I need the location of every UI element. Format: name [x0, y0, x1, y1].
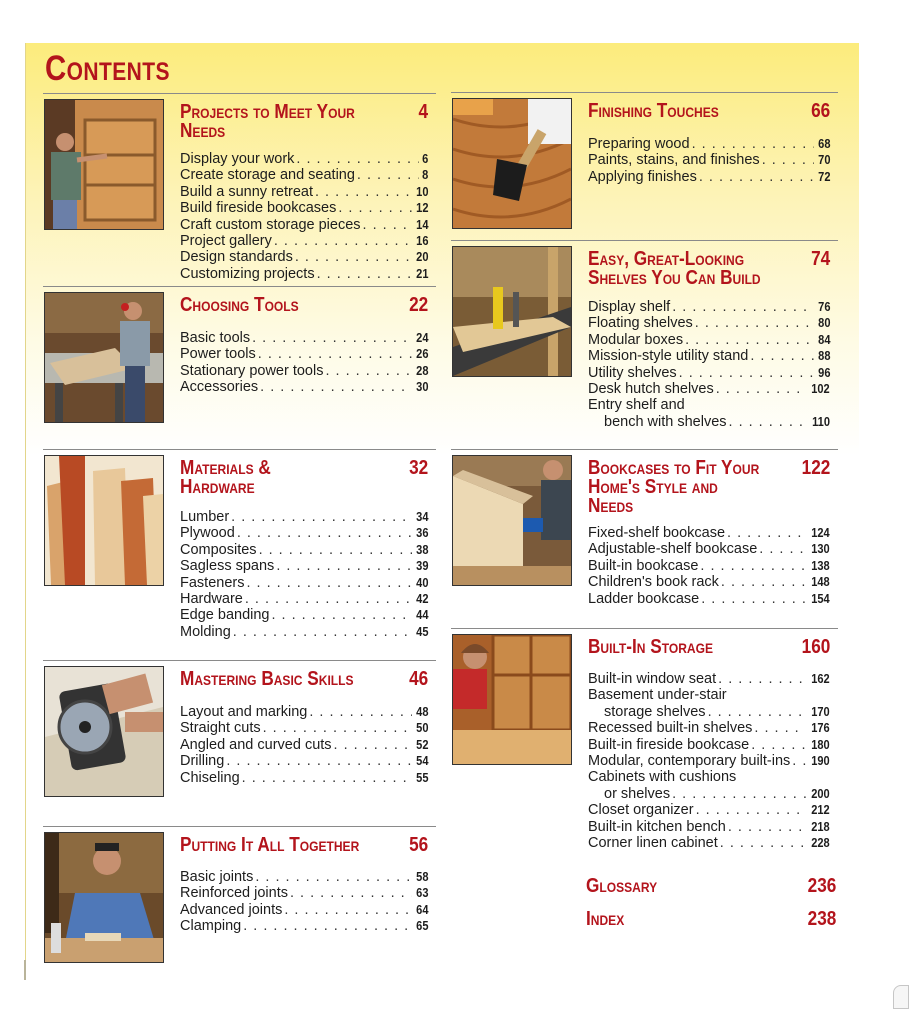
toc-entry[interactable]: Floating shelves . . . 80 [588, 315, 830, 331]
section-divider [451, 240, 838, 241]
toc-index[interactable] [586, 910, 836, 934]
section-title: Mastering Basic Skills [180, 668, 354, 690]
toc-entry[interactable]: Drilling . . . 54 [180, 753, 428, 769]
man-at-workbench-photo [44, 832, 164, 963]
glossary-page-number: 236 [807, 875, 836, 897]
toc-entry[interactable]: Clamping . . . 65 [180, 918, 428, 934]
page-corner [893, 985, 909, 1009]
toc-entry[interactable]: Corner linen cabinet . . . 228 [588, 835, 830, 851]
toc-entry[interactable]: Sagless spans . . . 39 [180, 558, 428, 574]
section-page-number: 74 [810, 248, 830, 270]
toc-section-shelves [451, 240, 838, 432]
section-page-number: 4 [418, 101, 428, 123]
brush-staining-wood-photo [452, 98, 572, 229]
section-title: Easy, Great-Looking Shelves You Can Build [588, 248, 761, 289]
section-page-number: 32 [408, 457, 428, 479]
index-page-number: 238 [807, 908, 836, 930]
toc-entry[interactable]: Built-in fireside bookcase . . . 180 [588, 737, 830, 753]
section-divider [43, 93, 436, 94]
clamped-shelf-photo [452, 246, 572, 377]
toc-entry[interactable]: Recessed built-in shelves . . . 176 [588, 720, 830, 736]
toc-entry[interactable]: Built-in kitchen bench . . . 218 [588, 819, 830, 835]
section-page-number: 66 [810, 100, 830, 122]
toc-section-putting-together [43, 826, 436, 966]
woman-building-storage-photo [452, 634, 572, 765]
toc-entry[interactable]: Display your work . . . 6 [180, 151, 428, 167]
toc-entry[interactable]: Modular boxes . . . 84 [588, 332, 830, 348]
toc-entry[interactable]: Build a sunny retreat . . . 10 [180, 184, 428, 200]
toc-entry[interactable]: Applying finishes . . . 72 [588, 169, 830, 185]
toc-entry[interactable]: Utility shelves . . . 96 [588, 365, 830, 381]
toc-entry[interactable]: Paints, stains, and finishes . . . 70 [588, 152, 830, 168]
toc-entry[interactable]: Create storage and seating . . . 8 [180, 167, 428, 183]
toc-entry[interactable]: Display shelf . . . 76 [588, 299, 830, 315]
toc-entry[interactable]: Built-in window seat . . . 162 [588, 671, 830, 687]
toc-entry[interactable]: bench with shelves . . . 110 [588, 414, 830, 430]
toc-entry[interactable]: Build fireside bookcases . . . 12 [180, 200, 428, 216]
table-saw-photo [44, 292, 164, 423]
section-page-number: 46 [408, 668, 428, 690]
toc-entry[interactable]: Edge banding . . . 44 [180, 607, 428, 623]
toc-section-bookcases [451, 449, 838, 619]
toc-entry[interactable]: Craft custom storage pieces . . . 14 [180, 217, 428, 233]
toc-entry[interactable]: Modular, contemporary built-ins . . . 190 [588, 753, 830, 769]
section-divider [451, 449, 838, 450]
toc-section-skills [43, 660, 436, 810]
toc-entry[interactable]: Chiseling . . . 55 [180, 770, 428, 786]
toc-entry[interactable]: Straight cuts . . . 50 [180, 720, 428, 736]
section-title: Bookcases to Fit Your Home's Style and Needs [588, 457, 760, 517]
toc-entry[interactable]: Ladder bookcase . . . 154 [588, 591, 830, 607]
toc-glossary[interactable] [586, 877, 836, 901]
toc-entry[interactable]: Closet organizer . . . 212 [588, 802, 830, 818]
section-page-number: 160 [801, 636, 830, 658]
toc-entry[interactable]: or shelves . . . 200 [588, 786, 830, 802]
toc-entry[interactable]: Preparing wood . . . 68 [588, 136, 830, 152]
section-title: Choosing Tools [180, 294, 299, 316]
toc-entry[interactable]: Angled and curved cuts . . . 52 [180, 737, 428, 753]
section-divider [43, 826, 436, 827]
toc-entry[interactable]: Power tools . . . 26 [180, 346, 428, 362]
toc-entry[interactable]: Composites . . . 38 [180, 542, 428, 558]
section-page-number: 122 [801, 457, 830, 479]
toc-entry[interactable]: Stationary power tools . . . 28 [180, 363, 428, 379]
section-title: Projects to Meet Your Needs [180, 101, 355, 142]
toc-entry[interactable]: Fixed-shelf bookcase . . . 124 [588, 525, 830, 541]
section-divider [451, 92, 838, 93]
toc-entry[interactable]: Reinforced joints . . . 63 [180, 885, 428, 901]
section-divider [451, 628, 838, 629]
section-title: Finishing Touches [588, 100, 719, 122]
toc-entry[interactable]: Layout and marking . . . 48 [180, 704, 428, 720]
toc-section-built-in [451, 628, 838, 858]
circular-saw-photo [44, 666, 164, 797]
toc-section-finishing [451, 92, 838, 232]
toc-entry[interactable]: Molding . . . 45 [180, 624, 428, 640]
toc-entry[interactable]: Cabinets with cushions [588, 769, 737, 786]
glossary-title: Glossary [586, 875, 658, 897]
toc-entry[interactable]: Plywood . . . 36 [180, 525, 428, 541]
lumber-boards-photo [44, 455, 164, 586]
section-title: Putting It All Together [180, 834, 360, 856]
page-edge [24, 960, 26, 980]
toc-entry[interactable]: Built-in bookcase . . . 138 [588, 558, 830, 574]
man-drilling-bookcase-photo [452, 455, 572, 586]
toc-entry[interactable]: Children's book rack . . . 148 [588, 574, 830, 590]
toc-entry[interactable]: storage shelves . . . 170 [588, 704, 830, 720]
toc-entry[interactable]: Advanced joints . . . 64 [180, 902, 428, 918]
toc-section-materials [43, 449, 436, 649]
section-divider [43, 660, 436, 661]
toc-entry[interactable]: Design standards . . . 20 [180, 249, 428, 265]
toc-entry[interactable]: Customizing projects . . . 21 [180, 266, 428, 282]
toc-entry[interactable]: Entry shelf and [588, 397, 685, 414]
section-title: Materials & Hardware [180, 457, 271, 498]
toc-entry[interactable]: Fasteners . . . 40 [180, 575, 428, 591]
toc-section-projects [43, 93, 436, 283]
toc-section-tools [43, 286, 436, 426]
section-title: Built-In Storage [588, 636, 714, 658]
toc-entry[interactable]: Lumber . . . 34 [180, 509, 428, 525]
index-title: Index [586, 908, 625, 930]
toc-entry[interactable]: Desk hutch shelves . . . 102 [588, 381, 830, 397]
section-divider [43, 286, 436, 287]
toc-entry[interactable]: Mission-style utility stand . . . 88 [588, 348, 830, 364]
toc-entry[interactable]: Project gallery . . . 16 [180, 233, 428, 249]
section-divider [43, 449, 436, 450]
toc-entry[interactable]: Basic joints . . . 58 [180, 869, 428, 885]
contents-page [25, 43, 859, 980]
toc-entry[interactable]: Accessories . . . 30 [180, 379, 428, 395]
toc-entry[interactable]: Adjustable-shelf bookcase . . . 130 [588, 541, 830, 557]
toc-entry[interactable]: Basement under-stair [588, 687, 727, 704]
toc-entry[interactable]: Basic tools . . . 24 [180, 330, 428, 346]
page-title: Contents [45, 49, 170, 88]
man-assembling-bookcase-photo [44, 99, 164, 230]
section-page-number: 22 [408, 294, 428, 316]
toc-entry[interactable]: Hardware . . . 42 [180, 591, 428, 607]
section-page-number: 56 [408, 834, 428, 856]
